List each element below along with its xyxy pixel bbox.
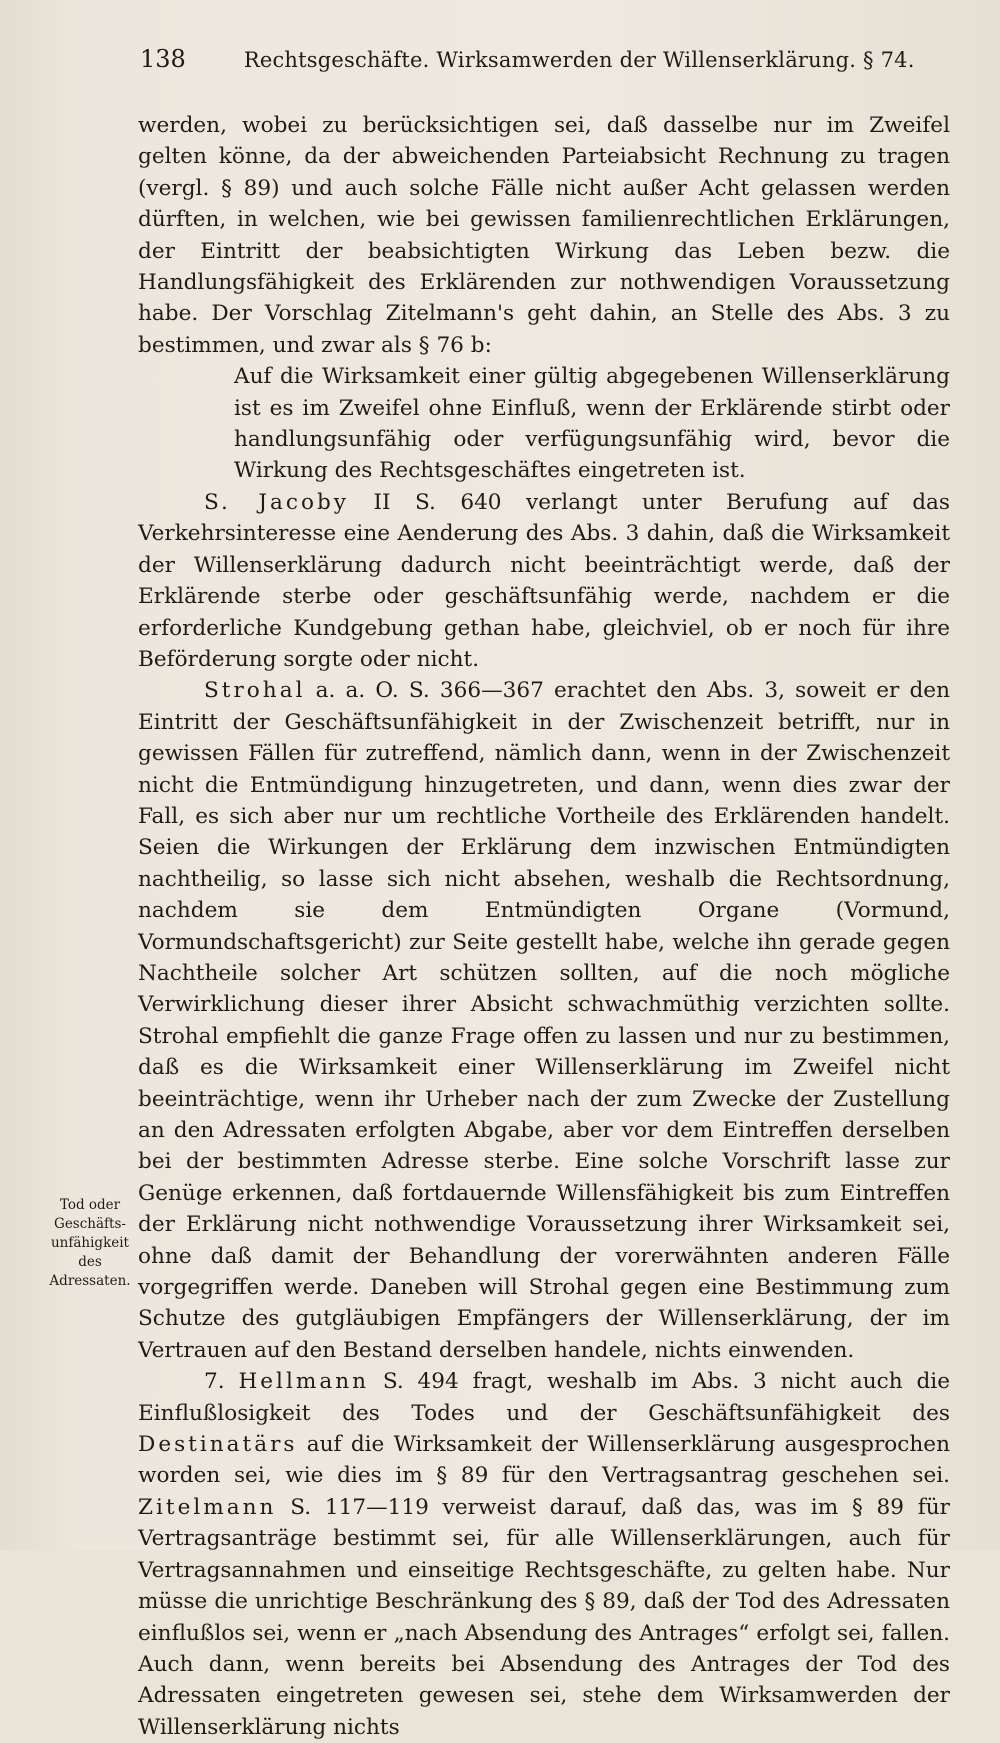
paragraph: 7. Hellmann S. 494 fragt, weshalb im Abs. 3 nicht auch die Einflußlosigkeit des Todes und der Geschäftsunfähigkeit des Destinatärs auf die Wirksamkeit der Willenserklärung ausgesprochen worden sei, wie dies im § 89 für den Vertragsantrag geschehen sei. Zitelmann S. 117—119 verweist darauf, daß das, was im § 89 für Vertragsanträge bestimmt sei, für alle Willenserklärungen, auch für Vertragsannahmen und einseitige Rechtsgeschäfte, zu gelten habe. Nur müsse die unrichtige Beschränkung des § 89, daß der Tod des Adressaten einflußlos sei, wenn er „nach Absendung des Antrages“ erfolgt sei, fallen. Auch dann, wenn bereits bei Absendung des Antrages der Tod des Adressaten eingetreten gewesen sei, stehe dem Wirksamwerden der Willenserklärung nichts	[138, 1369, 950, 1740]
author-name: S. Jacoby	[204, 489, 349, 515]
paragraph: Strohal a. a. O. S. 366—367 erachtet den Abs. 3, soweit er den Eintritt der Geschäftsunfähigkeit in der Zwischenzeit betrifft, nur in gewissen Fällen für zutreffend, nämlich dann, wenn in der Zwischenzeit nicht die Entmündigung hinzugetreten, und dann, wenn dies zwar der Fall, es sich aber nur um rechtliche Vortheile des Erklärenden handelt. Seien die Wirkungen der Erklärung dem inzwischen Entmündigten nachtheilig, so lasse sich nicht absehen, weshalb die Rechtsordnung, nachdem sie dem Entmündigten Organe (Vormund, Vormundschaftsgericht) zur Seite gestellt habe, welche ihn gerade gegen Nachtheile solcher Art schützen sollten, auf die noch mögliche Verwirklichung dieser ihrer Absicht schwachmüthig verzichten sollte. Strohal empfiehlt die ganze Frage offen zu lassen und nur zu bestimmen, daß es die Wirksamkeit einer Willenserklärung im Zweifel nicht beeinträchtige, wenn ihr Urheber nach der zum Zwecke der Zustellung an den Adressaten erfolgten Abgabe, aber vor dem Eintreffen derselben bei der bestimmten Adresse sterbe. Eine solche Vorschrift lasse zur Genüge erkennen, daß fortdauernde Willensfähigkeit bis zum Eintreffen der Erklärung nicht nothwendige Voraussetzung ihrer Wirksamkeit sei, ohne daß damit der Behandlung der vorerwähnten anderen Fälle vorgegriffen werde. Daneben will Strohal gegen eine Bestimmung zum Schutze des gutgläubigen Empfängers der Willenserklärung, der im Vertrauen auf den Bestand derselben handele, nichts einwenden.	[138, 678, 950, 1363]
emphasized-term: Destinatärs	[138, 1432, 298, 1458]
author-name: Strohal	[204, 678, 306, 704]
item-number: 7.	[204, 1369, 225, 1395]
margin-note: Tod oder Geschäfts-unfähigkeit des Adressaten.	[49, 1197, 131, 1289]
author-name: Hellmann	[238, 1369, 370, 1395]
body-text	[138, 110, 950, 1743]
author-name: Zitelmann	[138, 1494, 277, 1520]
running-title: Rechtsgeschäfte. Wirksamwerden der Willenserklärung. § 74.	[243, 48, 915, 72]
show-through-text	[18, 328, 118, 346]
paragraph: werden, wobei zu berücksichtigen sei, daß dasselbe nur im Zweifel gelten könne, da der abweichenden Parteiabsicht Rechnung zu tragen (vergl. § 89) und auch solche Fälle nicht außer Acht gelassen werden dürften, in welchen, wie bei gewissen familienrechtlichen Erklärungen, der Eintritt der beabsichtigten Wirkung das Leben bezw. die Handlungsfähigkeit des Erklärenden zur nothwendigen Voraussetzung habe. Der Vorschlag Zitelmann's geht dahin, an Stelle des Abs. 3 zu bestimmen, und zwar als § 76 b:	[138, 113, 950, 358]
page-header	[140, 45, 915, 73]
paragraph: S. Jacoby II S. 640 verlangt unter Berufung auf das Verkehrsinteresse eine Aenderung des Abs. 3 dahin, daß die Wirksamkeit der Willenserklärung dadurch nicht beeinträchtigt werde, daß der Erklärende sterbe oder geschäftsunfähig werde, nachdem er die erforderliche Kundgebung gethan habe, gleichviel, ob er noch für ihre Beförderung sorgte oder nicht.	[138, 489, 950, 672]
page-number: 138	[140, 45, 186, 73]
quoted-provision: Auf die Wirksamkeit einer gültig abgegebenen Willenserklärung ist es im Zweifel ohne Einfluß, wenn der Erklärende stirbt oder handlungsunfähig oder verfügungsunfähig wird, bevor die Wirkung des Rechtsgeschäftes eingetreten ist.	[234, 364, 950, 484]
